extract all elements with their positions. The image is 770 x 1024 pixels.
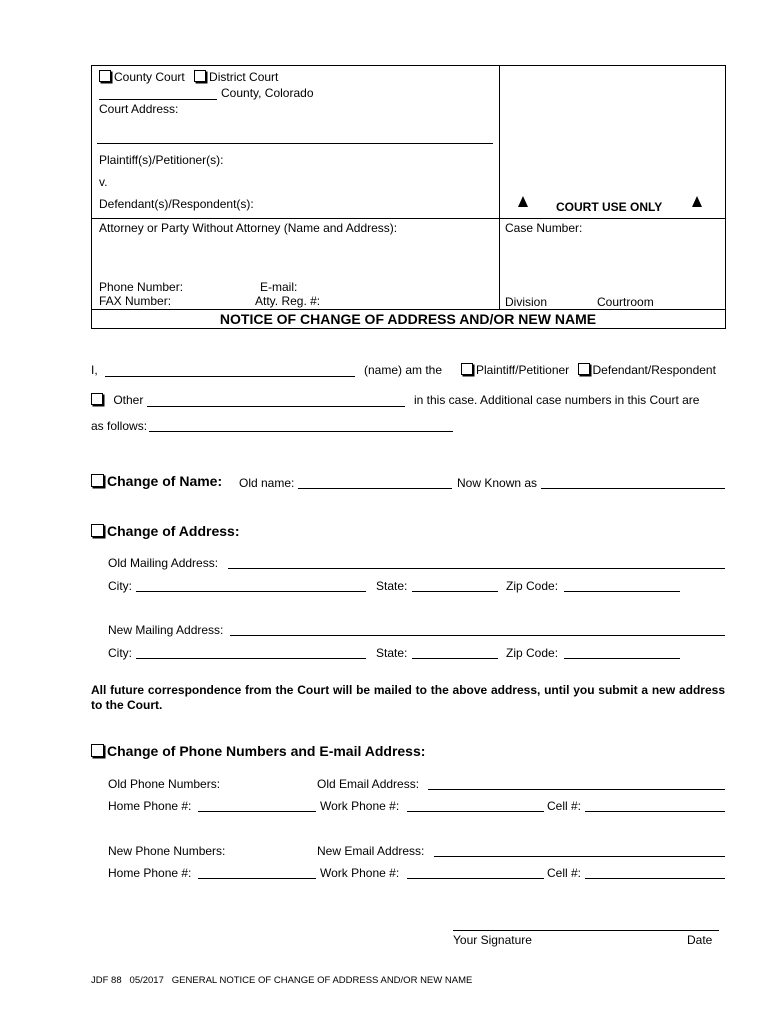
atty-reg-label: Atty. Reg. #: — [255, 294, 321, 308]
caption-divider-attorney — [91, 218, 500, 219]
change-of-phone-heading: Change of Phone Numbers and E-mail Address: — [107, 743, 426, 759]
in-this-case-label: in this case. Additional case numbers in this Court are — [414, 393, 700, 407]
change-of-address-checkbox[interactable] — [91, 524, 104, 537]
caption-divider-court-use — [499, 218, 725, 219]
district-court-checkbox[interactable] — [194, 70, 206, 82]
new-state-label: State: — [376, 646, 408, 660]
other-row — [91, 393, 143, 407]
new-home-phone-field[interactable] — [198, 878, 316, 879]
defendant-respondent-label: Defendant/Respondent — [592, 363, 716, 377]
new-cell-field[interactable] — [585, 878, 725, 879]
new-mailing-address-field[interactable] — [230, 635, 725, 636]
division-label: Division — [505, 295, 548, 309]
new-state-field[interactable] — [412, 658, 498, 659]
old-city-label: City: — [108, 579, 132, 593]
defendant-label: Defendant(s)/Respondent(s): — [99, 197, 254, 211]
now-known-as-label: Now Known as — [457, 476, 538, 490]
as-follows-label: as follows: — [91, 419, 148, 433]
change-of-phone-row — [91, 743, 425, 759]
new-city-field[interactable] — [136, 658, 366, 659]
other-checkbox[interactable] — [91, 393, 103, 405]
old-state-field[interactable] — [412, 591, 498, 592]
change-of-phone-checkbox[interactable] — [91, 744, 104, 757]
plaintiff-petitioner-label: Plaintiff/Petitioner — [476, 363, 570, 377]
courtroom-label: Courtroom — [597, 295, 654, 309]
change-of-name-checkbox[interactable] — [91, 474, 104, 487]
name-am-the-label: (name) am the — [364, 363, 443, 377]
county-colorado-label: County, Colorado — [221, 86, 314, 100]
old-work-phone-field[interactable] — [407, 811, 544, 812]
correspondence-notice: All future correspondence from the Court will be mailed to the above address, until you submit a new address to the Court. — [91, 683, 725, 712]
old-city-field[interactable] — [136, 591, 366, 592]
court-use-arrow-left — [518, 196, 528, 207]
old-home-phone-field[interactable] — [198, 811, 316, 812]
new-zip-field[interactable] — [564, 658, 680, 659]
new-city-label: City: — [108, 646, 132, 660]
court-type-row — [99, 70, 278, 84]
page-title: NOTICE OF CHANGE OF ADDRESS AND/OR NEW NAME — [219, 311, 597, 327]
change-of-name-row — [91, 473, 222, 489]
attorney-label: Attorney or Party Without Attorney (Name and Address): — [99, 221, 398, 235]
change-of-address-row — [91, 523, 240, 539]
fax-number-label: FAX Number: — [99, 294, 172, 308]
other-field[interactable] — [147, 406, 405, 407]
old-home-phone-label: Home Phone #: — [108, 799, 192, 813]
caption-divider-vertical — [499, 65, 500, 310]
old-cell-field[interactable] — [585, 811, 725, 812]
old-mailing-address-label: Old Mailing Address: — [108, 556, 219, 570]
old-work-phone-label: Work Phone #: — [320, 799, 400, 813]
new-zip-label: Zip Code: — [506, 646, 559, 660]
old-zip-field[interactable] — [564, 591, 680, 592]
party-role-row — [461, 363, 716, 377]
old-mailing-address-field[interactable] — [228, 568, 725, 569]
old-zip-label: Zip Code: — [506, 579, 559, 593]
change-of-address-heading: Change of Address: — [107, 523, 240, 539]
new-phone-numbers-label: New Phone Numbers: — [108, 844, 226, 858]
phone-number-label: Phone Number: — [99, 280, 184, 294]
name-field[interactable] — [105, 376, 355, 377]
change-of-name-heading: Change of Name: — [107, 473, 223, 489]
new-work-phone-field[interactable] — [407, 878, 544, 879]
county-court-checkbox[interactable] — [99, 70, 111, 82]
versus-label: v. — [99, 175, 108, 189]
old-name-label: Old name: — [239, 476, 295, 490]
old-name-field[interactable] — [298, 488, 452, 489]
old-state-label: State: — [376, 579, 408, 593]
signature-line[interactable] — [453, 930, 719, 931]
new-email-field[interactable] — [434, 856, 725, 857]
court-use-only-label: COURT USE ONLY — [556, 200, 663, 214]
your-signature-label: Your Signature — [453, 933, 532, 947]
court-use-arrow-right — [692, 196, 702, 207]
old-phone-numbers-label: Old Phone Numbers: — [108, 777, 221, 791]
caption-divider-title — [91, 309, 725, 310]
additional-case-numbers-field[interactable] — [149, 431, 453, 432]
old-email-field[interactable] — [428, 789, 725, 790]
intro-i-label: I, — [91, 363, 98, 377]
other-label: Other — [113, 393, 144, 407]
old-email-label: Old Email Address: — [317, 777, 420, 791]
county-name-field[interactable] — [99, 99, 217, 100]
date-label: Date — [687, 933, 713, 947]
form-footer: JDF 88 05/2017 GENERAL NOTICE OF CHANGE OF ADDRESS AND/OR NEW NAME — [91, 975, 473, 986]
old-cell-label: Cell #: — [547, 799, 582, 813]
defendant-respondent-checkbox[interactable] — [578, 363, 590, 375]
plaintiff-petitioner-checkbox[interactable] — [461, 363, 473, 375]
new-mailing-address-label: New Mailing Address: — [108, 623, 224, 637]
case-number-label: Case Number: — [505, 221, 583, 235]
new-home-phone-label: Home Phone #: — [108, 866, 192, 880]
now-known-as-field[interactable] — [541, 488, 725, 489]
new-cell-label: Cell #: — [547, 866, 582, 880]
plaintiff-label: Plaintiff(s)/Petitioner(s): — [99, 153, 224, 167]
district-court-label: District Court — [209, 70, 279, 84]
new-email-label: New Email Address: — [317, 844, 425, 858]
court-address-field[interactable] — [97, 143, 493, 144]
court-address-label: Court Address: — [99, 102, 179, 116]
email-label: E-mail: — [260, 280, 298, 294]
county-court-label: County Court — [114, 70, 185, 84]
new-work-phone-label: Work Phone #: — [320, 866, 400, 880]
